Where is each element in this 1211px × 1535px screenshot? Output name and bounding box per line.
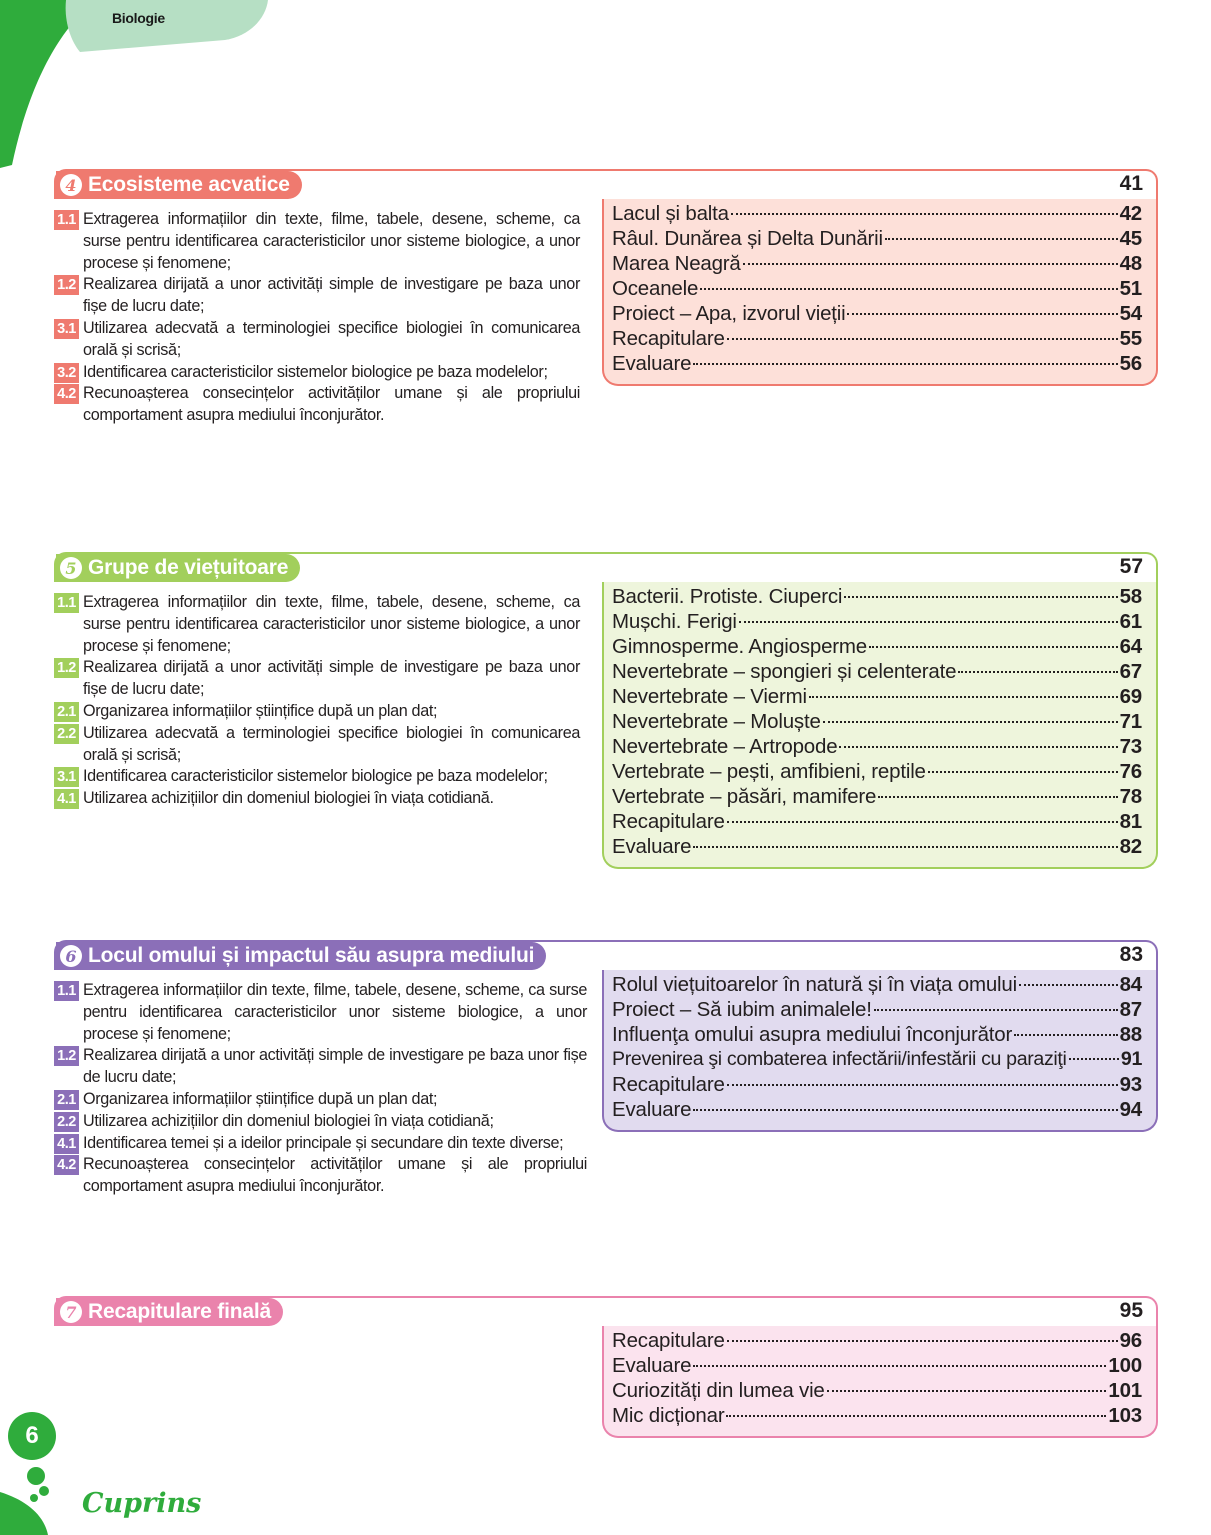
competence-item (54, 657, 580, 701)
lesson-link[interactable] (612, 301, 1142, 326)
competence-code: 3.1 (54, 767, 79, 787)
competence-item (54, 788, 580, 810)
unit-7-page: 95 (1119, 1299, 1143, 1322)
lesson-page: 54 (1119, 302, 1142, 325)
competence-text: Utilizarea adecvată a terminologiei specifice biologiei în comunicarea orală și scrisă; (83, 318, 580, 359)
unit-5-page: 57 (1119, 555, 1143, 578)
lesson-link[interactable] (612, 972, 1142, 997)
dot-leader (958, 671, 1117, 673)
lesson-title: Evaluare (612, 1354, 692, 1377)
lesson-page: 55 (1119, 327, 1142, 350)
competence-text: Utilizarea achizițiilor din domeniul biologiei în viața cotidiană. (83, 789, 494, 808)
competence-text: Extragerea informațiilor din texte, filme, tabele, desene, scheme, ca surse pentru identificarea caracteristicilor unor sisteme biologice, a unor procese și fenomene; (83, 981, 587, 1043)
unit-5-lessons (602, 582, 1158, 869)
dot-leader (1019, 984, 1118, 986)
lesson-link[interactable] (612, 634, 1142, 659)
dot-leader (869, 646, 1118, 648)
unit-4-page: 41 (1119, 172, 1143, 195)
lesson-page: 67 (1119, 660, 1142, 683)
dot-leader (727, 1084, 1118, 1086)
lesson-link[interactable] (612, 684, 1142, 709)
lesson-link[interactable] (612, 759, 1142, 784)
lesson-title: Gimnosperme. Angiosperme (612, 635, 867, 658)
competence-code: 3.2 (54, 363, 79, 383)
dot-leader (743, 263, 1118, 265)
lesson-link[interactable] (612, 659, 1142, 684)
lesson-page: 48 (1119, 252, 1142, 275)
competence-code: 1.1 (54, 210, 79, 230)
unit-7-lessons (602, 1326, 1158, 1438)
lesson-page: 93 (1119, 1073, 1142, 1096)
lesson-page: 61 (1119, 610, 1142, 633)
lesson-link[interactable] (612, 784, 1142, 809)
dot-leader (844, 596, 1117, 598)
unit-6-lessons (602, 970, 1158, 1132)
lesson-page: 42 (1119, 202, 1142, 225)
dot-leader (693, 363, 1117, 365)
competence-code: 2.1 (54, 702, 79, 722)
lesson-title: Oceanele (612, 277, 699, 300)
competence-text: Realizarea dirijată a unor activități simple de investigare pe baza unor fișe de lucru date; (83, 275, 580, 316)
lesson-title: Evaluare (612, 835, 692, 858)
competence-code: 1.2 (54, 275, 79, 295)
competence-text: Organizarea informațiilor științifice după un plan dat; (83, 701, 438, 720)
competence-text: Extragerea informațiilor din texte, filme, tabele, desene, scheme, ca surse pentru identificarea caracteristicilor unor sisteme biologice, a unor procese și fenomene; (83, 210, 580, 272)
competence-item (54, 1089, 587, 1111)
lesson-page: 78 (1119, 785, 1142, 808)
subject-label: Biologie (112, 10, 165, 26)
lesson-title: Râul. Dunărea și Delta Dunării (612, 227, 883, 250)
competence-item (54, 1154, 587, 1198)
dot-leader (727, 338, 1118, 340)
unit-7-title: Recapitulare finală (88, 1300, 271, 1323)
dot-leader (847, 313, 1117, 315)
competence-text: Identificarea caracteristicilor sistemelor biologice pe baza modelelor; (83, 767, 548, 786)
competence-item (54, 1045, 587, 1089)
unit-5-title: Grupe de viețuitoare (88, 556, 289, 579)
competence-item (54, 723, 580, 767)
unit-5-competences (54, 592, 580, 810)
dot-leader (727, 821, 1118, 823)
lesson-page: 91 (1120, 1048, 1142, 1070)
lesson-page: 101 (1108, 1379, 1142, 1402)
lesson-page: 58 (1119, 585, 1142, 608)
unit-4-number: 4 (60, 174, 82, 196)
unit-4-title: Ecosisteme acvatice (88, 173, 290, 196)
lesson-link[interactable] (612, 201, 1142, 226)
lesson-page: 84 (1119, 973, 1142, 996)
competence-item (54, 274, 580, 318)
lesson-title: Rolul viețuitoarelor în natură și în viața omului (612, 973, 1017, 996)
lesson-link[interactable] (612, 1072, 1142, 1097)
footer-title: Cuprins (82, 1488, 202, 1519)
lesson-title: Curiozități din lumea vie (612, 1379, 825, 1402)
competence-text: Realizarea dirijată a unor activități simple de investigare pe baza unor fișe de lucru date; (83, 658, 580, 699)
lesson-title: Evaluare (612, 1098, 692, 1121)
competence-code: 4.1 (54, 789, 79, 809)
lesson-link[interactable] (612, 1378, 1142, 1403)
lesson-link[interactable] (612, 734, 1142, 759)
competence-text: Extragerea informațiilor din texte, filme, tabele, desene, scheme, ca surse pentru identificarea caracteristicilor unor sisteme biologice, a unor procese și fenomene; (83, 593, 580, 655)
dot-leader (731, 213, 1118, 215)
lesson-page: 81 (1119, 810, 1142, 833)
dot-leader (874, 1009, 1118, 1011)
lesson-page: 71 (1119, 710, 1142, 733)
unit-6-title: Locul omului și impactul său asupra mediului (88, 944, 535, 967)
dot-leader (693, 1109, 1117, 1111)
competence-item (54, 766, 580, 788)
lesson-title: Recapitulare (612, 1329, 725, 1352)
competence-text: Utilizarea achizițiilor din domeniul biologiei în viața cotidiană; (83, 1111, 494, 1130)
dot-leader (823, 721, 1118, 723)
competence-text: Recunoașterea consecințelor activităților umane și ale propriului comportament asupra mediului înconjurător. (83, 1155, 587, 1196)
unit-6-number: 6 (60, 945, 82, 967)
lesson-page: 76 (1119, 760, 1142, 783)
lesson-title: Vertebrate – păsări, mamifere (612, 785, 877, 808)
dot-leader (1014, 1034, 1117, 1036)
lesson-link[interactable] (612, 226, 1142, 251)
dot-leader (693, 846, 1117, 848)
competence-code: 1.2 (54, 658, 79, 678)
lesson-title: Recapitulare (612, 810, 725, 833)
lesson-link[interactable] (612, 1097, 1142, 1122)
dot-leader (1069, 1058, 1119, 1060)
lesson-link[interactable] (612, 997, 1142, 1022)
competence-item (54, 318, 580, 362)
competence-item (54, 1133, 587, 1155)
competence-code: 1.1 (54, 593, 79, 613)
unit-6-page: 83 (1119, 943, 1143, 966)
lesson-link[interactable] (612, 326, 1142, 351)
unit-6-title-badge (56, 942, 546, 970)
lesson-link[interactable] (612, 1022, 1142, 1047)
lesson-title: Mic dicționar (612, 1404, 725, 1427)
lesson-title: Influenţa omului asupra mediului înconjurător (612, 1023, 1013, 1046)
lesson-link[interactable] (612, 834, 1142, 859)
competence-code: 2.2 (54, 724, 79, 744)
lesson-page: 73 (1119, 735, 1142, 758)
lesson-link[interactable] (612, 1328, 1142, 1353)
lesson-title: Evaluare (612, 352, 692, 375)
lesson-title: Lacul și balta (612, 202, 729, 225)
lesson-title: Proiect – Apa, izvorul vieții (612, 302, 846, 325)
competence-item (54, 701, 580, 723)
unit-4-title-badge (56, 171, 302, 199)
dot-leader (839, 746, 1117, 748)
competence-code: 4.1 (54, 1134, 79, 1154)
lesson-page: 51 (1119, 277, 1142, 300)
lesson-link[interactable] (612, 1403, 1142, 1428)
lesson-link[interactable] (612, 351, 1142, 376)
competence-text: Identificarea temei și a ideilor principale și secundare din texte diverse; (83, 1133, 564, 1152)
dot-leader (726, 1415, 1106, 1417)
lesson-title: Recapitulare (612, 327, 725, 350)
unit-7-number: 7 (60, 1301, 82, 1323)
lesson-page: 45 (1119, 227, 1142, 250)
competence-text: Identificarea caracteristicilor sistemelor biologice pe baza modelelor; (83, 362, 548, 381)
lesson-link[interactable] (612, 251, 1142, 276)
competence-code: 4.2 (54, 384, 79, 404)
lesson-page: 82 (1119, 835, 1142, 858)
competence-code: 2.2 (54, 1112, 79, 1132)
lesson-title: Nevertebrate – spongieri și celenterate (612, 660, 957, 683)
competence-code: 1.2 (54, 1046, 79, 1066)
lesson-title: Proiect – Să iubim animalele! (612, 998, 872, 1021)
unit-4-lessons (602, 199, 1158, 386)
dot-leader (739, 621, 1118, 623)
competence-text: Recunoașterea consecințelor activităților umane și ale propriului comportament asupra mediului înconjurător. (83, 384, 580, 425)
lesson-page: 96 (1119, 1329, 1142, 1352)
competence-item (54, 1111, 587, 1133)
competence-item (54, 592, 580, 657)
dot-leader (693, 1365, 1106, 1367)
unit-5-number: 5 (60, 557, 82, 579)
competence-code: 4.2 (54, 1155, 79, 1175)
dot-leader (727, 1340, 1118, 1342)
lesson-page: 100 (1108, 1354, 1142, 1377)
lesson-title: Mușchi. Ferigi (612, 610, 737, 633)
dot-leader (885, 238, 1118, 240)
competence-text: Realizarea dirijată a unor activități simple de investigare pe baza unor fișe de lucru date; (83, 1046, 587, 1087)
lesson-link[interactable] (612, 1047, 1142, 1072)
lesson-title: Recapitulare (612, 1073, 725, 1096)
competence-text: Utilizarea adecvată a terminologiei specifice biologiei în comunicarea orală și scrisă; (83, 723, 580, 764)
lesson-link[interactable] (612, 584, 1142, 609)
dot-leader (827, 1390, 1107, 1392)
lesson-link[interactable] (612, 809, 1142, 834)
unit-4-competences (54, 209, 580, 427)
lesson-title: Prevenirea şi combaterea infectării/infestării cu paraziţi (612, 1048, 1067, 1070)
lesson-page: 64 (1119, 635, 1142, 658)
competence-item (54, 383, 580, 427)
lesson-title: Nevertebrate – Viermi (612, 685, 807, 708)
competence-code: 2.1 (54, 1090, 79, 1110)
lesson-page: 69 (1119, 685, 1142, 708)
unit-5-title-badge (56, 554, 300, 582)
dot-leader (878, 796, 1117, 798)
unit-6-competences (54, 980, 587, 1198)
competence-code: 1.1 (54, 981, 79, 1001)
page-number: 6 (25, 1422, 39, 1449)
lesson-page: 88 (1119, 1023, 1142, 1046)
competence-item (54, 209, 580, 274)
lesson-link[interactable] (612, 276, 1142, 301)
lesson-title: Marea Neagră (612, 252, 741, 275)
lesson-link[interactable] (612, 609, 1142, 634)
competence-item (54, 980, 587, 1045)
lesson-link[interactable] (612, 1353, 1142, 1378)
lesson-link[interactable] (612, 709, 1142, 734)
dot-leader (928, 771, 1118, 773)
lesson-title: Nevertebrate – Moluște (612, 710, 821, 733)
competence-item (54, 362, 580, 384)
lesson-page: 56 (1119, 352, 1142, 375)
lesson-title: Vertebrate – pești, amfibieni, reptile (612, 760, 926, 783)
lesson-page: 94 (1119, 1098, 1142, 1121)
dot-leader (700, 288, 1117, 290)
lesson-page: 87 (1119, 998, 1142, 1021)
dot-leader (809, 696, 1118, 698)
competence-text: Organizarea informațiilor științifice după un plan dat; (83, 1089, 438, 1108)
competence-code: 3.1 (54, 319, 79, 339)
lesson-page: 103 (1108, 1404, 1142, 1427)
unit-7-title-badge (56, 1298, 283, 1326)
lesson-title: Nevertebrate – Artropode (612, 735, 838, 758)
lesson-title: Bacterii. Protiste. Ciuperci (612, 585, 843, 608)
